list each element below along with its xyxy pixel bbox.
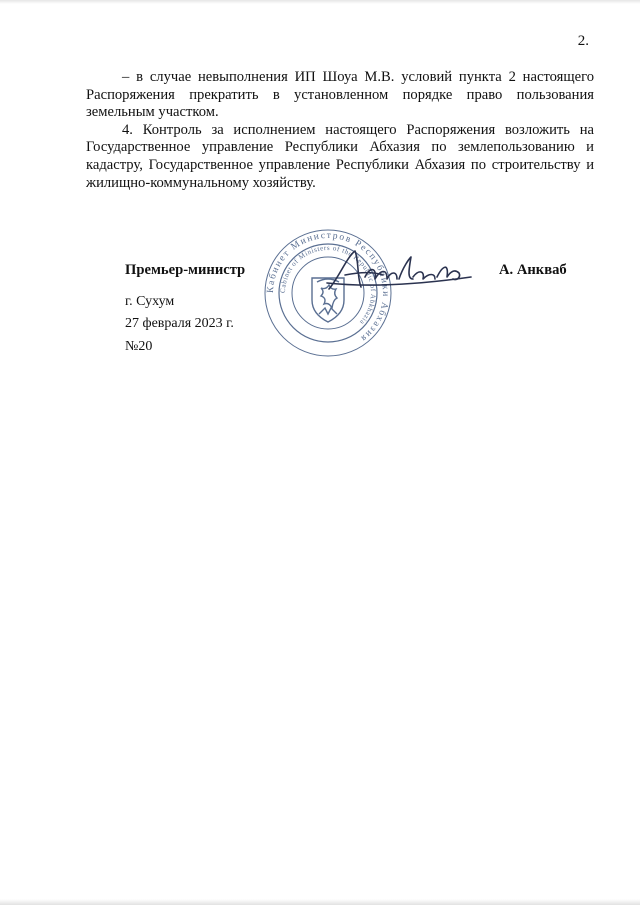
signatory-name: А. Анкваб xyxy=(499,262,567,278)
issue-place: г. Сухум xyxy=(125,294,175,309)
handwritten-signature-icon xyxy=(325,247,475,297)
issue-date: 27 февраля 2023 г. xyxy=(125,316,234,331)
signatory-role: Премьер-министр xyxy=(125,262,246,278)
page-number: 2. xyxy=(577,33,589,49)
paragraph-termination-clause: – в случае невыполнения ИП Шоуа М.В. условий пункта 2 настоящего Распоряжения прекратить в установленном порядке право пользования земельным участком. xyxy=(86,69,594,121)
seal-inner-text: Cabinet of Ministers of the Republic of Abkhazia xyxy=(278,243,378,327)
document-number: №20 xyxy=(125,339,153,354)
paragraph-control-clause: 4. Контроль за исполнением настоящего Распоряжения возложить на Государственное управление Республики Абхазия по землепользованию и кадастру, Государственное управление Республики Абхазия по строительству и жилищно-коммунальному хозяйству. xyxy=(86,121,594,191)
seal-outer-text: Кабинет Министров Республики Абхазия xyxy=(265,230,391,344)
scan-edge-bottom xyxy=(0,899,640,905)
